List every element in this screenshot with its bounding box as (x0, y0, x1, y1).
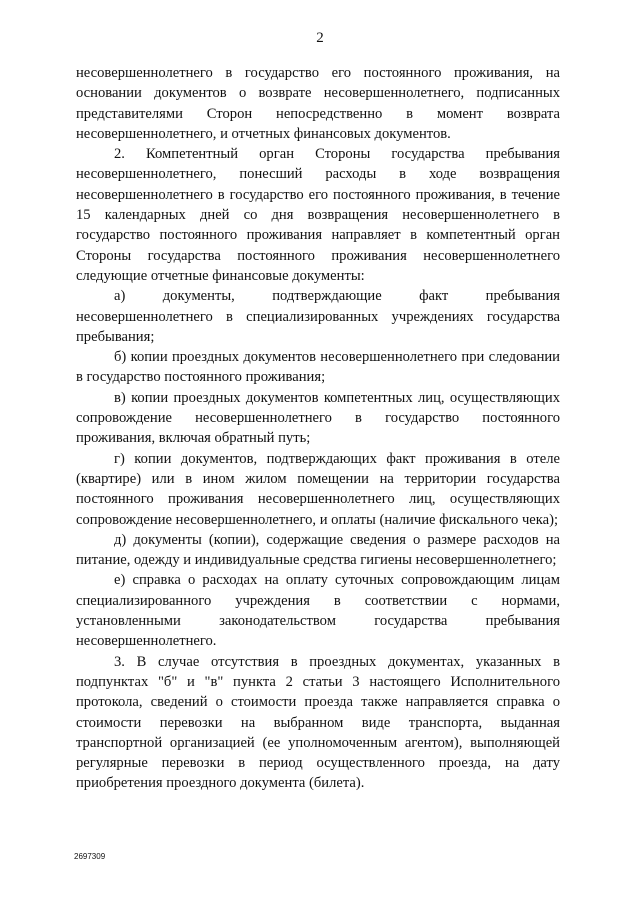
document-code: 2697309 (74, 852, 106, 861)
paragraph-clause-3: 3. В случае отсутствия в проездных документах, указанных в подпунктах "б" и "в" пункта 2 статьи 3 настоящего Исполнительного протокола, сведений о стоимости проезда также направляется справка о стоимости перевозки на выбранном виде транспорта, выданная транспортной организацией (ее уполномоченным агентом), выполняющей регулярные перевозки в период осуществленного проезда, на дату приобретения проездного документа (билета). (76, 653, 560, 792)
list-item-e: е) справка о расходах на оплату суточных сопровождающим лицам специализированного учреждения в соответствии с нормами, установленными законодательством государства пребывания несовершеннолетнего. (76, 572, 560, 650)
list-item-g: г) копии документов, подтверждающих факт проживания в отеле (квартире) или в ином жилом помещении на территории государства постоянного проживания несовершеннолетнего лиц, осуществляющих сопровождение несовершеннолетнего, и оплаты (наличие фискального чека); (76, 450, 560, 528)
page-number: 2 (316, 30, 324, 46)
list-item-d: д) документы (копии), содержащие сведения о размере расходов на питание, одежду и индивидуальные средства гигиены несовершеннолетнего; (76, 531, 560, 569)
paragraph-continuation: несовершеннолетнего в государство его постоянного проживания, на основании документов о возврате несовершеннолетнего, подписанных представителями Сторон непосредственно в момент возврата несовершеннолетнего, и отчетных финансовых документов. (76, 65, 560, 142)
list-item-a: а) документы, подтверждающие факт пребывания несовершеннолетнего в специализированных учреждениях государства пребывания; (76, 288, 560, 345)
list-item-b: б) копии проездных документов несовершеннолетнего при следовании в государство постоянного проживания; (76, 349, 560, 386)
list-item-v: в) копии проездных документов компетентных лиц, осуществляющих сопровождение несовершеннолетнего в государство постоянного проживания, включая обратный путь; (76, 389, 560, 447)
document-body (76, 63, 560, 794)
paragraph-clause-2: 2. Компетентный орган Стороны государства пребывания несовершеннолетнего, понесший расходы в ходе возвращения несовершеннолетнего в государство его постоянного проживания, в течение 15 календарных дней со дня возвращения несовершеннолетнего в государство постоянного проживания направляет в компетентный орган Стороны государства постоянного проживания несовершеннолетнего следующие отчетные финансовые документы: (76, 146, 560, 284)
